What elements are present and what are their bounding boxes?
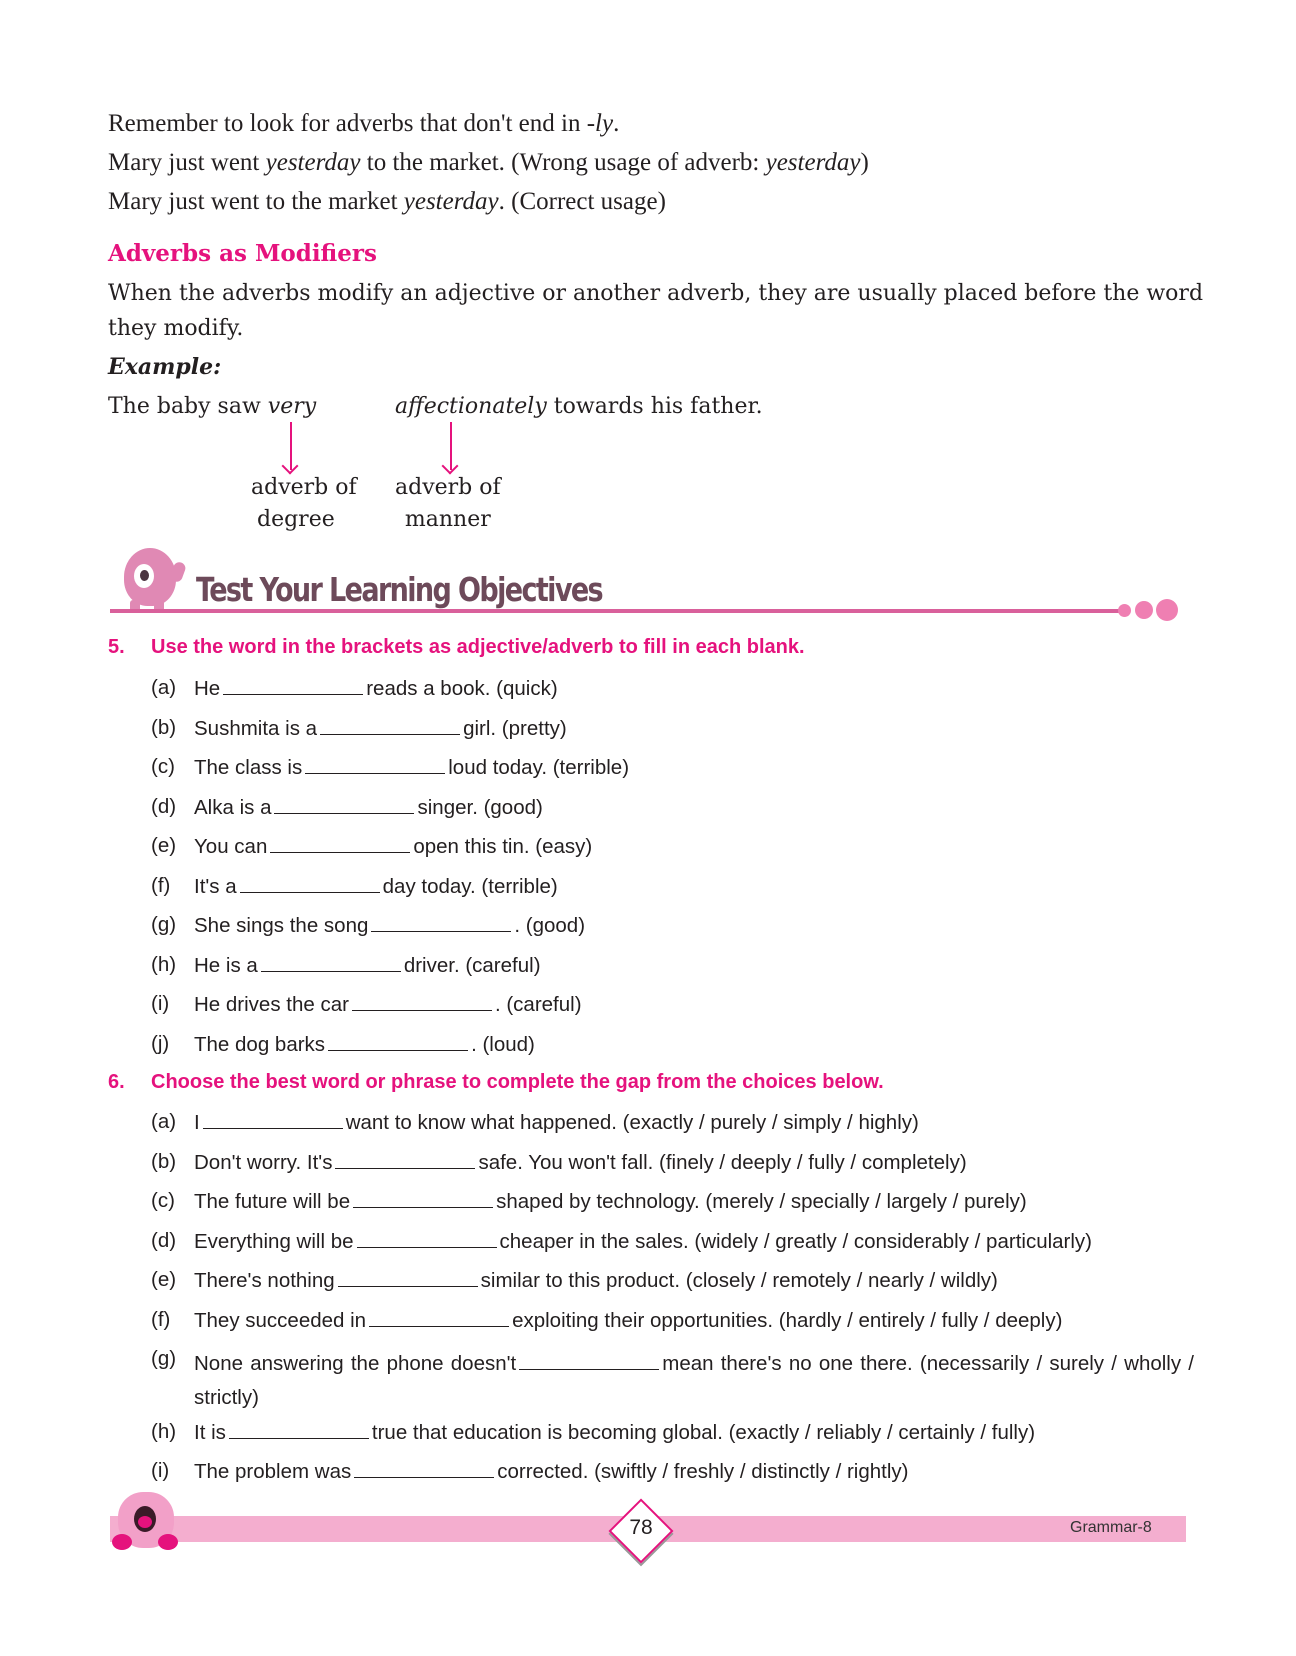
item-after: girl. (pretty) [463, 716, 567, 740]
item-before: Alka is a [194, 795, 272, 819]
text: affectionately [395, 394, 547, 419]
item-after: singer. (good) [417, 795, 543, 819]
text: ) [860, 149, 869, 176]
answer-blank[interactable] [223, 676, 363, 695]
item-label: (i) [151, 992, 170, 1015]
answer-blank[interactable] [335, 1150, 475, 1169]
answer-blank[interactable] [305, 755, 445, 774]
item-after: . (careful) [494, 993, 582, 1016]
item-text [194, 1459, 908, 1484]
text: yesterday [403, 188, 499, 215]
item-after: shaped by technology. (merely / specially / largely / purely) [496, 1190, 1027, 1213]
item-text [194, 913, 585, 938]
question-6-title: Choose the best word or phrase to complete the gap from the choices below. [151, 1071, 884, 1093]
answer-blank[interactable] [371, 913, 511, 932]
item-text [194, 716, 567, 741]
section-paragraph-line2: they modify. [108, 316, 244, 341]
item-label: (f) [151, 873, 171, 897]
example-label: Example: [108, 354, 222, 380]
text: . (Correct usage) [498, 188, 666, 215]
item-label: (a) [151, 1110, 177, 1133]
item-label: (d) [151, 794, 177, 818]
item-after: loud today. (terrible) [448, 756, 630, 779]
item-before: It is [194, 1420, 226, 1444]
item-text [194, 992, 582, 1017]
item-before: The future will be [194, 1190, 351, 1213]
item-text [194, 795, 543, 820]
answer-blank[interactable] [320, 716, 460, 735]
item-after: driver. (careful) [403, 953, 541, 977]
item-before: He [194, 677, 221, 700]
answer-blank[interactable] [519, 1351, 659, 1370]
item-after: day today. (terrible) [382, 874, 558, 898]
item-text [194, 1308, 1062, 1333]
question-5-title: Use the word in the brackets as adjective/adverb to fill in each blank. [151, 636, 805, 658]
item-before: There's nothing [194, 1269, 335, 1292]
item-before: Everything will be [194, 1229, 354, 1253]
item-text [194, 1229, 1092, 1254]
intro-line-1 [108, 110, 619, 138]
answer-blank[interactable] [261, 953, 401, 972]
item-label: (i) [151, 1459, 170, 1482]
text: degree [257, 507, 335, 532]
example-sentence-part1 [108, 394, 316, 419]
text: ly [595, 110, 614, 137]
item-before: The class is [194, 756, 303, 779]
item-after: exploiting their opportunities. (hardly / entirely / fully / deeply) [512, 1308, 1063, 1332]
item-after: open this tin. (easy) [413, 835, 593, 858]
question-5-number: 5. [108, 636, 125, 658]
item-before: The dog barks [194, 1032, 326, 1056]
example-sentence-part2 [395, 394, 763, 419]
item-text [194, 1420, 1035, 1445]
page-number: 78 [629, 1516, 653, 1539]
item-text [194, 676, 558, 701]
book-title: Grammar-8 [1070, 1519, 1152, 1536]
banner-mascot-icon [120, 542, 184, 612]
intro-line-3 [108, 188, 666, 216]
text: Mary just went [108, 149, 266, 176]
item-after: safe. You won't fall. (finely / deeply / fully / completely) [478, 1150, 967, 1174]
item-before: I [194, 1111, 200, 1134]
item-label: (f) [151, 1307, 171, 1331]
text: towards his father. [546, 394, 763, 419]
text: to the market. (Wrong usage of adverb: [360, 149, 766, 176]
item-before: He is a [194, 953, 258, 977]
item-text [194, 1347, 1194, 1415]
item-after: mean there's no one there. (necessarily / surely / wholly / strictly) [194, 1352, 1195, 1409]
item-after: reads a book. (quick) [366, 677, 558, 700]
item-label: (g) [151, 913, 177, 936]
banner-rule [110, 609, 1130, 613]
item-text [194, 874, 558, 899]
text: adverb of [395, 475, 501, 500]
item-before: Sushmita is a [194, 716, 318, 740]
answer-blank[interactable] [338, 1268, 478, 1287]
item-text [194, 755, 629, 780]
item-text [194, 1189, 1027, 1214]
item-label: (a) [151, 676, 177, 699]
item-before: He drives the car [194, 993, 349, 1016]
item-before: It's a [194, 874, 237, 898]
item-label: (b) [151, 1149, 177, 1173]
item-label: (g) [151, 1347, 177, 1370]
item-before: You can [194, 835, 268, 858]
intro-line-2 [108, 149, 869, 177]
item-before: The problem was [194, 1460, 352, 1483]
item-after: corrected. (swiftly / freshly / distinctly / rightly) [497, 1460, 909, 1483]
banner-title: Test Your Learning Objectives [196, 570, 603, 609]
answer-blank[interactable] [354, 1459, 494, 1478]
item-text [194, 834, 592, 859]
item-text [194, 953, 541, 978]
item-label: (h) [151, 1419, 177, 1443]
item-after: want to know what happened. (exactly / purely / simply / highly) [345, 1111, 919, 1134]
text: Remember to look for adverbs that don't end in - [108, 110, 596, 137]
text: yesterday [765, 149, 861, 176]
text: yesterday [265, 149, 361, 176]
question-6-number: 6. [108, 1071, 125, 1093]
item-label: (h) [151, 952, 177, 976]
answer-blank[interactable] [357, 1229, 497, 1248]
arrow-down-icon [450, 422, 452, 470]
item-after: similar to this product. (closely / remotely / nearly / wildly) [480, 1269, 998, 1292]
text: The baby saw [108, 394, 268, 419]
item-label: (e) [151, 1268, 177, 1291]
item-label: (c) [151, 755, 175, 778]
label-adverb-of-manner [395, 472, 501, 536]
item-label: (b) [151, 715, 177, 739]
item-before: She sings the song [194, 914, 369, 937]
answer-blank[interactable] [328, 1032, 468, 1051]
text: Mary just went to the market [108, 188, 404, 215]
item-text [194, 1110, 919, 1135]
text: adverb of [251, 475, 357, 500]
answer-blank[interactable] [369, 1308, 509, 1327]
item-after: true that education is becoming global. (exactly / reliably / certainly / fully) [371, 1420, 1036, 1444]
answer-blank[interactable] [203, 1110, 343, 1129]
item-after: . (good) [514, 914, 586, 937]
text: . [613, 110, 620, 137]
item-label: (c) [151, 1189, 175, 1212]
label-adverb-of-degree [251, 472, 357, 536]
item-label: (d) [151, 1228, 177, 1252]
item-text [194, 1150, 967, 1175]
section-heading: Adverbs as Modifiers [108, 240, 377, 267]
answer-blank[interactable] [353, 1189, 493, 1208]
item-before: Don't worry. It's [194, 1150, 333, 1174]
item-before: They succeeded in [194, 1308, 367, 1332]
item-label: (j) [151, 1031, 170, 1055]
answer-blank[interactable] [229, 1420, 369, 1439]
item-after: cheaper in the sales. (widely / greatly / considerably / particularly) [499, 1229, 1093, 1253]
text: manner [404, 507, 491, 532]
answer-blank[interactable] [270, 834, 410, 853]
arrow-down-icon [290, 422, 292, 470]
footer-mascot-icon [108, 1484, 188, 1554]
section-paragraph-line1: When the adverbs modify an adjective or another adverb, they are usually placed before the word [108, 281, 1204, 306]
text: very [267, 394, 317, 419]
answer-blank[interactable] [352, 992, 492, 1011]
item-text [194, 1032, 535, 1057]
answer-blank[interactable] [274, 795, 414, 814]
item-before: None answering the phone doesn't [194, 1352, 517, 1375]
item-text [194, 1268, 998, 1293]
item-after: . (loud) [471, 1032, 535, 1056]
answer-blank[interactable] [240, 874, 380, 893]
item-label: (e) [151, 834, 177, 857]
